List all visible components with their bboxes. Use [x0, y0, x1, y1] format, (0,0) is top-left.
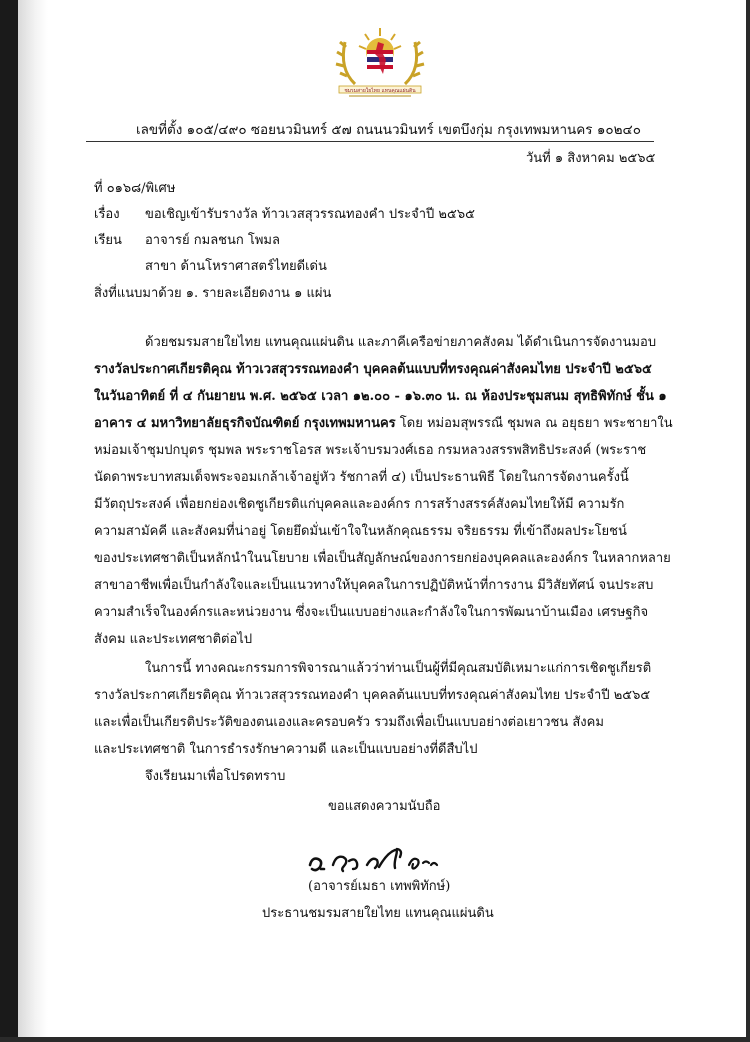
attachment-line: สิ่งที่แนบมาด้วย ๑. รายละเอียดงาน ๑ แผ่น: [94, 286, 332, 301]
paragraph1-line: สังคม และประเทศชาติต่อไป: [94, 632, 253, 647]
letterhead-address: เลขที่ตั้ง ๑๐๕/๔๙๐ ซอยนวมินทร์ ๕๗ ถนนนวมินทร์ เขตบึงกุ่ม กรุงเทพมหานคร ๑๐๒๔๐: [136, 122, 642, 138]
paragraph2-line: และประเทศชาติ ในการธำรงรักษาความดี และเป็นแบบอย่างที่ดีสืบไป: [94, 742, 478, 757]
signature: [305, 843, 450, 878]
page-right-edge: [746, 0, 750, 1042]
paragraph1-line: นัดดาพระบาทสมเด็จพระจอมเกล้าเจ้าอยู่หัว รัชกาลที่ ๔) เป็นประธานพิธี โดยในการจัดงานครั้งนี้: [94, 470, 629, 485]
recipient-name: อาจารย์ กมลชนก โพมล: [145, 233, 280, 248]
paragraph1-line: ในวันอาทิตย์ ที่ ๔ กันยายน พ.ศ. ๒๕๖๕ เวลา ๑๒.๐๐ - ๑๖.๓๐ น. ณ ห้องประชุมสนม สุทธิพิทักษ์ ชั้น ๑: [94, 389, 667, 404]
event-venue: อาคาร ๔ มหาวิทยาลัยธุรกิจบัณฑิตย์ กรุงเทพมหานคร: [94, 416, 396, 431]
paragraph1-line: มีวัตถุประสงค์ เพื่อยกย่องเชิดชูเกียรติแก่บุคคลและองค์กร การสร้างสรรค์สังคมไทยให้มี ความรัก: [94, 497, 625, 512]
paragraph1-line: ด้วยชมรมสายใยไทย แทนคุณแผ่นดิน และภาคีเครือข่ายภาคสังคม ได้ดำเนินการจัดงานมอบ: [145, 335, 657, 350]
signer-name: (อาจารย์เมธา เทพพิทักษ์): [308, 879, 451, 894]
page-left-edge: [0, 0, 18, 1042]
page-fold-shadow: [18, 0, 48, 1042]
paragraph1-line: สาขาอาชีพเพื่อเป็นกำลังใจและเป็นแนวทางให้บุคคลในการปฏิบัติหน้าที่การงาน มีวิสัยทัศน์ จนประสบ: [94, 578, 654, 593]
signer-title: ประธานชมรมสายใยไทย แทนคุณแผ่นดิน: [262, 906, 494, 921]
paragraph1-line: ความสามัคคี และสังคมที่น่าอยู่ โดยยึดมั่นเข้าใจในหลักคุณธรรม จริยธรรม ที่เข้าถึงผลประโยชน์: [94, 524, 627, 539]
header-divider: [86, 141, 654, 142]
paragraph2-line: และเพื่อเป็นเกียรติประวัติของตนเองและครอบครัว รวมถึงเพื่อเป็นแบบอย่างต่อเยาวชน สังคม: [94, 715, 604, 730]
reference-number: ที่ ๐๑๖๘/พิเศษ: [94, 181, 176, 196]
subject-text: ขอเชิญเข้ารับรางวัล ท้าวเวสสุวรรณทองคำ ประจำปี ๒๕๖๕: [145, 207, 475, 222]
subject-label: เรื่อง: [94, 207, 120, 222]
paragraph1-line: รางวัลประกาศเกียรติคุณ ท้าวเวสสุวรรณทองคำ บุคคลต้นแบบที่ทรงคุณค่าสังคมไทย ประจำปี ๒๕๖๕: [94, 362, 652, 377]
club-logo: [325, 14, 435, 110]
paragraph1-line: ของประเทศชาติเป็นหลักนำในนโยบาย เพื่อเป็นสัญลักษณ์ของการยกย่องบุคคลและองค์กร ในหลากหลาย: [94, 551, 671, 566]
chairperson-text: โดย หม่อมสุพรรณี ชุมพล ณ อยุธยา พระชายาใน: [395, 416, 673, 431]
logo-text: ชมรมสายใยไทย แทนคุณแผ่นดิน: [344, 87, 416, 94]
paragraph2-line: รางวัลประกาศเกียรติคุณ ท้าวเวสสุวรรณทองคำ บุคคลต้นแบบที่ทรงคุณค่าสังคมไทย ประจำปี ๒๕๖๕: [94, 688, 651, 703]
paragraph1-line: ความสำเร็จในองค์กรและหน่วยงาน ซึ่งจะเป็นแบบอย่างและกำลังใจในการพัฒนาบ้านเมือง เศรษฐกิจ: [94, 605, 649, 620]
paragraph2-line: ในการนี้ ทางคณะกรรมการพิจารณาแล้วว่าท่านเป็นผู้ที่มีคุณสมบัติเหมาะแก่การเชิดชูเกียรติ: [145, 661, 652, 676]
letter-date: วันที่ ๑ สิงหาคม ๒๕๖๕: [526, 151, 656, 166]
recipient-label: เรียน: [94, 233, 122, 248]
recipient-branch: สาขา ด้านโหราศาสตร์ไทยดีเด่น: [145, 259, 327, 274]
regards-line: ขอแสดงความนับถือ: [328, 799, 441, 814]
closing-line: จึงเรียนมาเพื่อโปรดทราบ: [145, 769, 286, 784]
page-bottom-edge: [0, 1037, 750, 1042]
paragraph1-line: หม่อมเจ้าชุมปกบุตร ชุมพล พระราชโอรส พระเจ้าบรมวงศ์เธอ กรมหลวงสรรพสิทธิประสงค์ (พระราช: [94, 443, 647, 458]
